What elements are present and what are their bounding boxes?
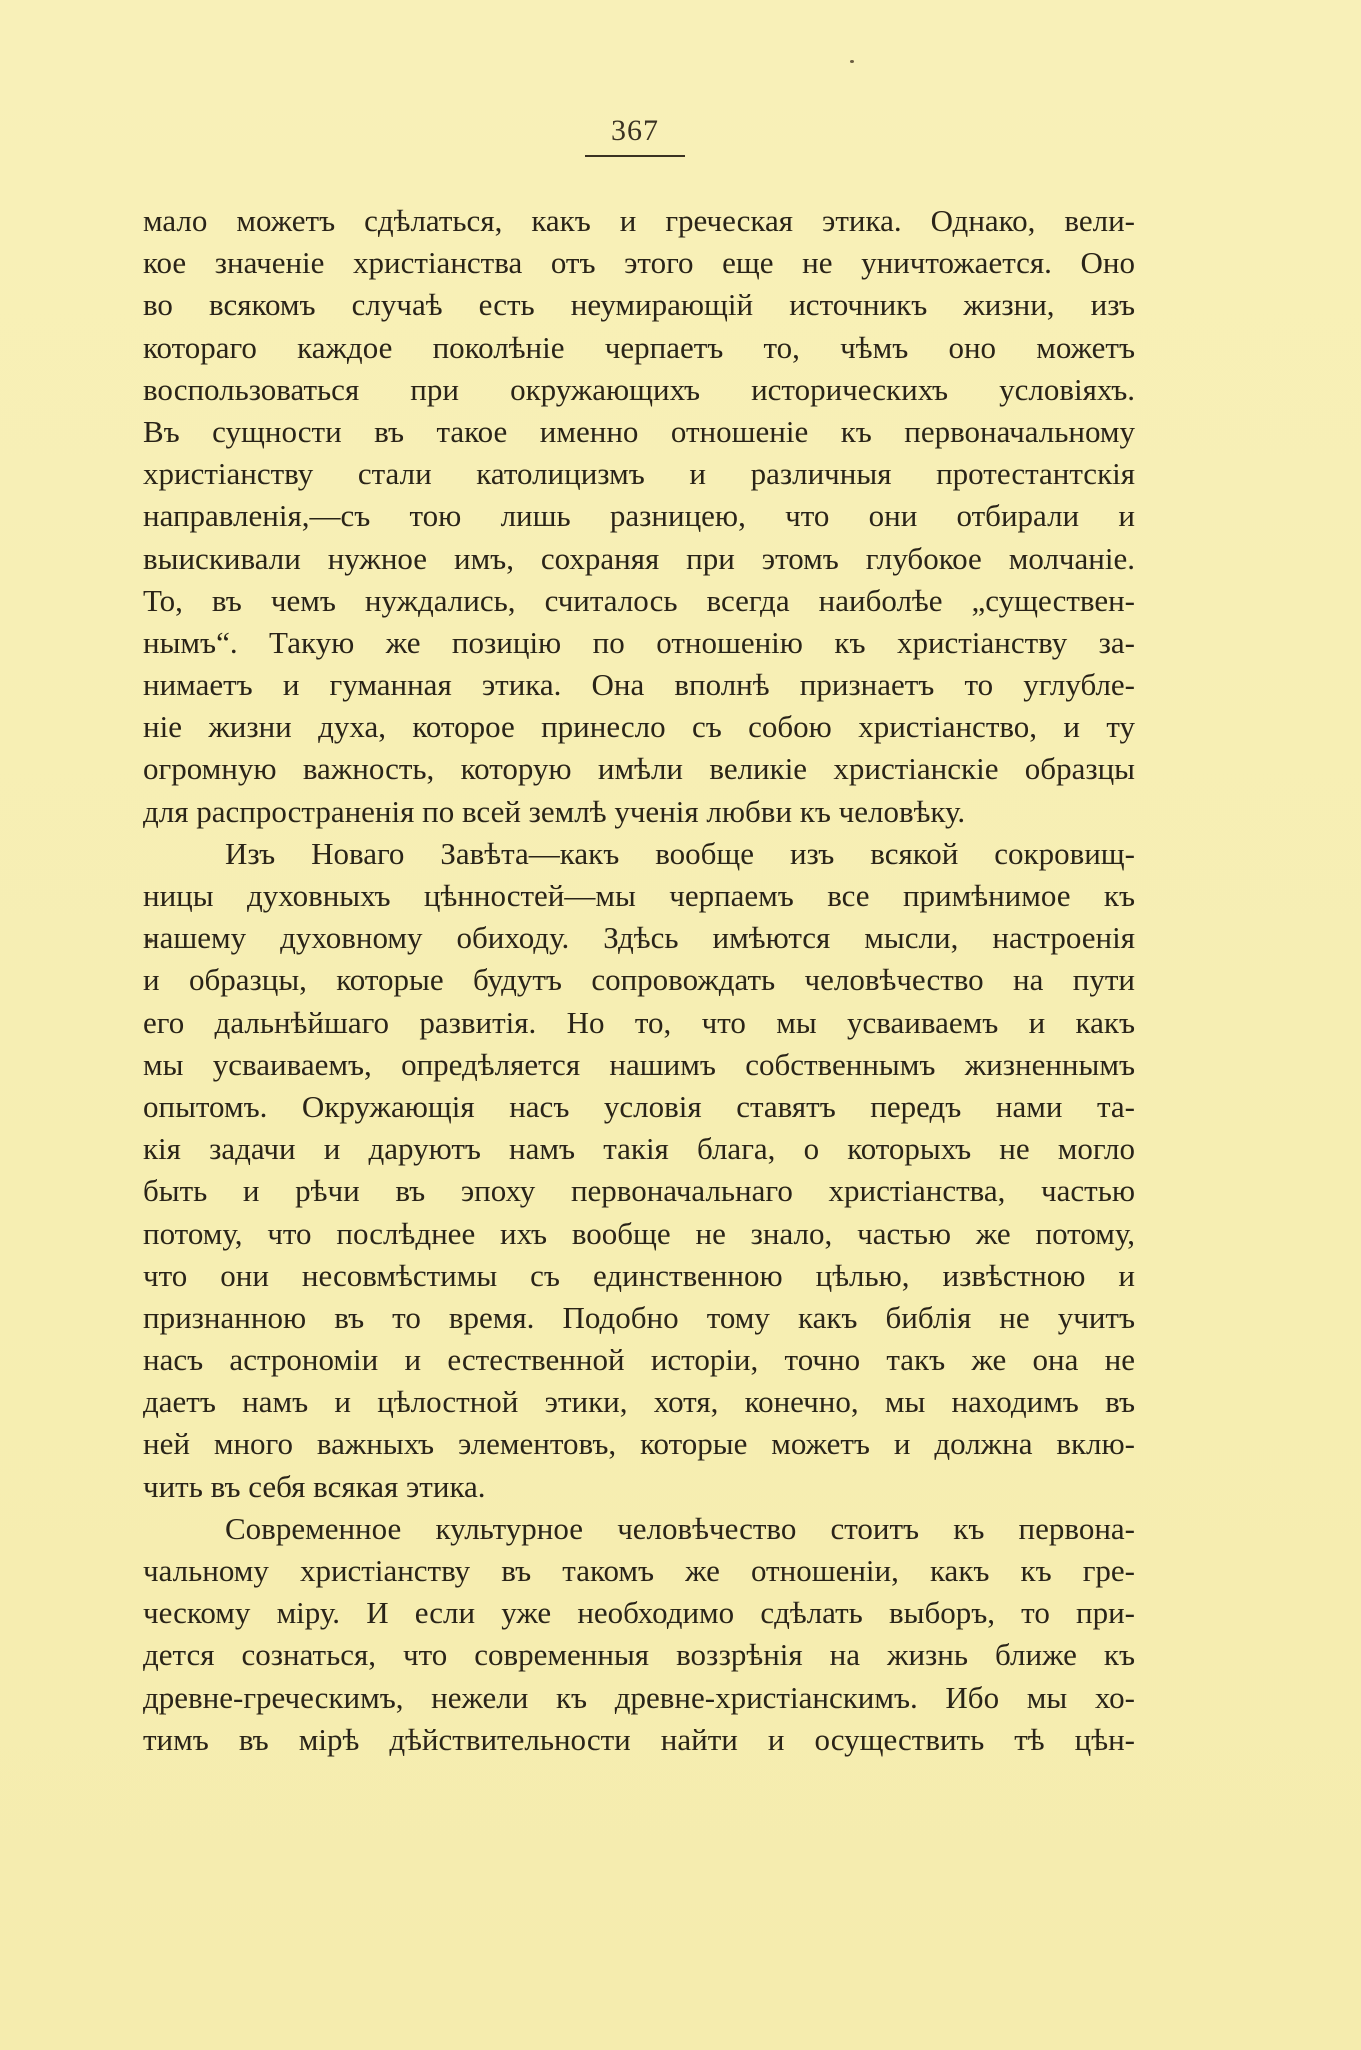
text-line: его дальнѣйшаго развитiя. Но то, что мы усваиваемъ и какъ [143, 1004, 1135, 1040]
text-line: опытомъ. Окружающiя насъ условiя ставятъ передъ нами та- [143, 1088, 1135, 1124]
paragraph [143, 200, 1135, 833]
text-line: Въ сущности въ такое именно отношенiе къ первоначальному [143, 413, 1135, 449]
text-line: Изъ Новаго Завѣта—какъ вообще изъ всякой сокровищ- [225, 835, 1135, 871]
page-number-rule [585, 155, 685, 157]
text-line: Современное культурное человѣчество стоитъ къ первона- [225, 1510, 1135, 1546]
text-line: направленiя,—съ тою лишь разницею, что они отбирали и [143, 498, 1135, 534]
text-line: что они несовмѣстимы съ единственною цѣлью, извѣстною и [143, 1257, 1135, 1293]
text-line: нимаетъ и гуманная этика. Она вполнѣ признаетъ то углубле- [143, 667, 1135, 703]
text-line: ческому мiру. И если уже необходимо сдѣлать выборъ, то при- [143, 1595, 1135, 1631]
text-line: быть и рѣчи въ эпоху первоначальнаго христiанства, частью [143, 1173, 1135, 1209]
page-number: 367 [611, 114, 659, 147]
text-line: во всякомъ случаѣ есть неумирающiй источникъ жизни, изъ [143, 287, 1135, 323]
text-line: мало можетъ сдѣлаться, какъ и греческая этика. Однако, вели- [143, 203, 1135, 238]
text-line: воспользоваться при окружающихъ историческихъ условiяхъ. [143, 371, 1135, 407]
paragraph [143, 833, 1135, 1508]
text-line: для распространенiя по всей землѣ ученiя любви къ человѣку. [143, 793, 966, 829]
text-line: кiя задачи и даруютъ намъ такiя блага, о которыхъ не могло [143, 1131, 1135, 1167]
text-line: дется сознаться, что современныя воззрѣнiя на жизнь ближе къ [143, 1637, 1135, 1673]
text-line: ницы духовныхъ цѣнностей—мы черпаемъ все примѣнимое къ [143, 878, 1135, 913]
text-line: выискивали нужное имъ, сохраняя при этомъ глубокое молчанiе. [143, 540, 1135, 576]
body-text [143, 200, 1135, 1761]
text-line: То, въ чемъ нуждались, считалось всегда наиболѣе „существен- [143, 582, 1135, 618]
paragraph [143, 1508, 1135, 1761]
text-line: котораго каждое поколѣнiе черпаетъ то, чѣмъ оно можетъ [143, 329, 1135, 365]
text-line: насъ астрономiи и естественной исторiи, точно такъ же она не [143, 1342, 1135, 1378]
text-line: чить въ себя всякая этика. [143, 1468, 486, 1504]
text-line: нымъ“. Такую же позицiю по отношенiю къ христiанству за- [143, 624, 1135, 660]
text-line: признанною въ то время. Подобно тому какъ библiя не учитъ [143, 1299, 1135, 1335]
text-line: христiанству стали католицизмъ и различныя протестантскiя [143, 456, 1135, 492]
text-line: огромную важность, которую имѣли великiе христiанскiе образцы [143, 751, 1135, 787]
text-line: ней много важныхъ элементовъ, которые можетъ и должна вклю- [143, 1426, 1135, 1462]
text-line: потому, что послѣднее ихъ вообще не знало, частью же потому, [143, 1215, 1135, 1251]
text-line: нашему духовному обиходу. Здѣсь имѣются мысли, настроенiя [143, 920, 1135, 956]
paper-speck [850, 60, 854, 63]
text-line: и образцы, которые будутъ сопровождать человѣчество на пути [143, 962, 1135, 998]
text-line: мы усваиваемъ, опредѣляется нашимъ собственнымъ жизненнымъ [143, 1046, 1135, 1082]
text-line: древне-греческимъ, нежели къ древне-христiанскимъ. Ибо мы хо- [143, 1679, 1135, 1715]
text-line: чальному христiанству въ такомъ же отношенiи, какъ къ гре- [143, 1553, 1135, 1588]
text-line: нiе жизни духа, которое принесло съ собою христiанство, и ту [143, 709, 1135, 745]
text-line: тимъ въ мiрѣ дѣйствительности найти и осуществить тѣ цѣн- [143, 1721, 1135, 1757]
text-line: кое значенiе христiанства отъ этого еще не уничтожается. Оно [143, 245, 1135, 281]
text-line: даетъ намъ и цѣлостной этики, хотя, конечно, мы находимъ въ [143, 1384, 1135, 1420]
